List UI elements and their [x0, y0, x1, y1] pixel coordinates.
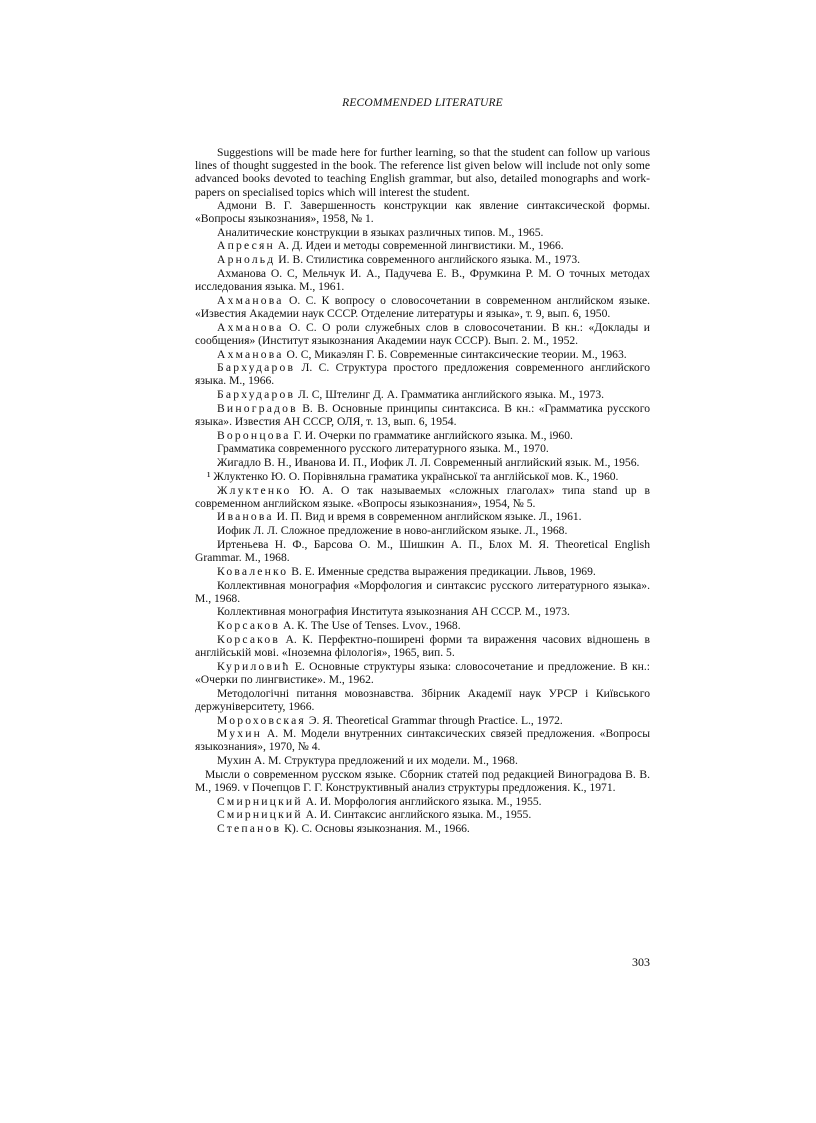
reference-entry: [195, 714, 650, 727]
reference-entry: [195, 484, 650, 510]
reference-text: К). С. Основы языкознания. М., 1966.: [281, 822, 470, 836]
reference-entry: [195, 456, 650, 469]
reference-author: Куриловић: [217, 659, 291, 673]
reference-text: И. В. Стилистика современного английского языка. М., 1973.: [275, 253, 581, 267]
reference-text: Мысли о современном русском языке. Сборник статей под редакцией Виноградова В. В. М., 1969. v Почепцов Г. Г. Конструктивный анализ структуры предложения. К., 1971.: [195, 767, 650, 795]
reference-text: Коллективная монография Института языкознания АН СССР. М., 1973.: [217, 605, 570, 619]
reference-entry: [195, 510, 650, 523]
page-title: RECOMMENDED LITERATURE: [342, 97, 503, 109]
reference-author: Смирницкий: [217, 808, 303, 822]
reference-author: Коваленко: [217, 564, 289, 578]
reference-entry: [195, 199, 650, 225]
reference-entry: [195, 605, 650, 618]
reference-text: Л. С. Структура простого предложения современного английского языка. М., 1966.: [195, 361, 650, 388]
intro-paragraph: Suggestions will be made here for further learning, so that the student can follow up various lines of thought suggested in the book. The reference list given below will include not only some advanced books devoted to teaching English grammar, but also, detailed monographs and work-papers on specialised topics which will interest the student.: [195, 146, 650, 199]
reference-text: Л. С, Штелинг Д. А. Грамматика английского языка. М., 1973.: [295, 388, 605, 402]
reference-author: Степанов: [217, 822, 282, 836]
reference-text: Коллективная монография «Морфология и синтаксис русского литературного языка». М., 1968.: [195, 578, 650, 605]
reference-text: Ахманова О. С, Мельчук И. А., Падучева Е. В., Фрумкина Р. М. О точных методах исследования языка. М., 1961.: [195, 266, 650, 294]
reference-text: В. В. Основные принципы синтаксиса. В кн.: «Грамматика русского языка». Известия АН СССР, ОЛЯ, т. 13, вып. 6, 1954.: [195, 401, 650, 429]
reference-author: Виноградов: [217, 401, 298, 415]
reference-entry: [195, 294, 650, 320]
reference-entry: [195, 808, 650, 821]
reference-author: Ахманова: [217, 347, 284, 361]
reference-author: Арнольд: [217, 253, 276, 267]
reference-author: Смирницкий: [217, 794, 303, 808]
reference-author: Мухин: [217, 727, 263, 741]
reference-author: Иванова: [217, 510, 274, 524]
reference-author: Бархударов: [217, 388, 296, 402]
page-number: 303: [632, 955, 650, 969]
reference-entry: [195, 754, 650, 767]
reference-author: Жлуктенко: [217, 483, 292, 497]
reference-author: Ахманова: [217, 320, 284, 334]
reference-author: Мороховская: [217, 713, 306, 727]
reference-list: [195, 199, 650, 836]
reference-entry: [195, 239, 650, 252]
reference-text: Ю. А. О так называемых «сложных глаголах» типа stand up в современном английском языке. «Вопросы языкознания», 1954, № 5.: [195, 483, 650, 510]
reference-entry: [195, 795, 650, 808]
reference-entry: [195, 633, 650, 659]
reference-entry: [195, 619, 650, 632]
reference-text: Е. Основные структуры языка: словосочетание и предложение. В кн.: «Очерки по лингвистике». М., 1962.: [195, 659, 650, 686]
reference-text: И. П. Вид и время в современном английском языке. Л., 1961.: [273, 510, 582, 524]
reference-entry: [195, 660, 650, 686]
reference-entry: [195, 388, 650, 401]
reference-text: А. И. Морфология английского языка. М., 1955.: [302, 794, 542, 808]
reference-entry: [195, 687, 650, 713]
reference-text: Г. И. Очерки по грамматике английского языка. М., і960.: [290, 428, 573, 442]
reference-text: Адмони В. Г. Завершенность конструкции как явление синтаксической формы. «Вопросы языкознания», 1958, № 1.: [195, 198, 650, 226]
reference-entry: [195, 442, 650, 455]
reference-text: Э. Я. Theoretical Grammar through Practice. L., 1972.: [305, 713, 563, 727]
reference-author: Воронцова: [217, 428, 291, 442]
reference-text: А. К. Перфектно-поширені форми та вираження часових відношень в англійській мові. «Іноземна філологія», 1965, вип. 5.: [195, 632, 650, 660]
reference-entry: [195, 768, 650, 794]
reference-text: А. Д. Идеи и методы современной лингвистики. М., 1966.: [274, 239, 564, 253]
reference-author: Апресян: [217, 239, 275, 253]
reference-text: Иофик Л. Л. Сложное предложение в ново-английском языке. Л., 1968.: [217, 524, 568, 538]
reference-entry: [195, 267, 650, 293]
reference-author: Ахманова: [217, 293, 284, 307]
reference-text: О. С. К вопросу о словосочетании в современном английском языке. «Известия Академии наук СССР. Отделение литературы и языка», т. 9, вып. 6, 1950.: [195, 293, 650, 320]
reference-text: О. С. О роли служебных слов в словосочетании. В кн.: «Доклады и сообщения» (Институт языкознания Академии наук СССР). Вып. 2. М., 1952.: [195, 320, 650, 347]
reference-entry: [195, 470, 650, 483]
reference-entry: [195, 321, 650, 347]
page-content: [195, 146, 650, 836]
reference-entry: [195, 822, 650, 835]
reference-text: А. К. The Use of Tenses. Lvov., 1968.: [280, 619, 461, 633]
reference-entry: [195, 538, 650, 564]
reference-entry: [195, 727, 650, 753]
reference-entry: [195, 565, 650, 578]
reference-entry: [195, 226, 650, 239]
reference-entry: [195, 361, 650, 387]
reference-text: В. Е. Именные средства выражения предикации. Львов, 1969.: [288, 564, 596, 578]
reference-text: ¹ Жлуктенко Ю. О. Порівняльна граматика української та англійської мов. К., 1960.: [207, 469, 619, 483]
reference-text: Мухин А. М. Структура предложений и их модели. М., 1968.: [217, 754, 518, 768]
reference-entry: [195, 524, 650, 537]
reference-author: Бархударов: [217, 361, 296, 375]
reference-author: Корсаков: [217, 632, 281, 646]
reference-text: А. М. Модели внутренних синтаксических связей предложения. «Вопросы языкознания», 1970, № 4.: [195, 727, 650, 754]
reference-text: А. И. Синтаксис английского языка. М., 1955.: [302, 808, 532, 822]
reference-entry: [195, 429, 650, 442]
reference-author: Корсаков: [217, 619, 281, 633]
reference-entry: [195, 579, 650, 605]
reference-entry: [195, 348, 650, 361]
reference-text: Методологічні питання мовознавства. Збірник Академії наук УРСР і Київського держуніверситету, 1966.: [195, 686, 650, 713]
reference-entry: [195, 402, 650, 428]
reference-entry: [195, 253, 650, 266]
reference-text: Аналитические конструкции в языках различных типов. М., 1965.: [217, 225, 544, 239]
reference-text: Жигадло В. Н., Иванова И. П., Иофик Л. Л. Современный английский язык. М., 1956.: [217, 456, 640, 470]
reference-text: О. С, Микаэлян Г. Б. Современные синтаксические теории. М., 1963.: [283, 347, 627, 361]
reference-text: Иртеньева Н. Ф., Барсова О. М., Шишкин А. П., Блох М. Я. Theoretical English Grammar. M., 1968.: [195, 537, 650, 565]
reference-text: Грамматика современного русского литературного языка. М., 1970.: [217, 442, 549, 456]
